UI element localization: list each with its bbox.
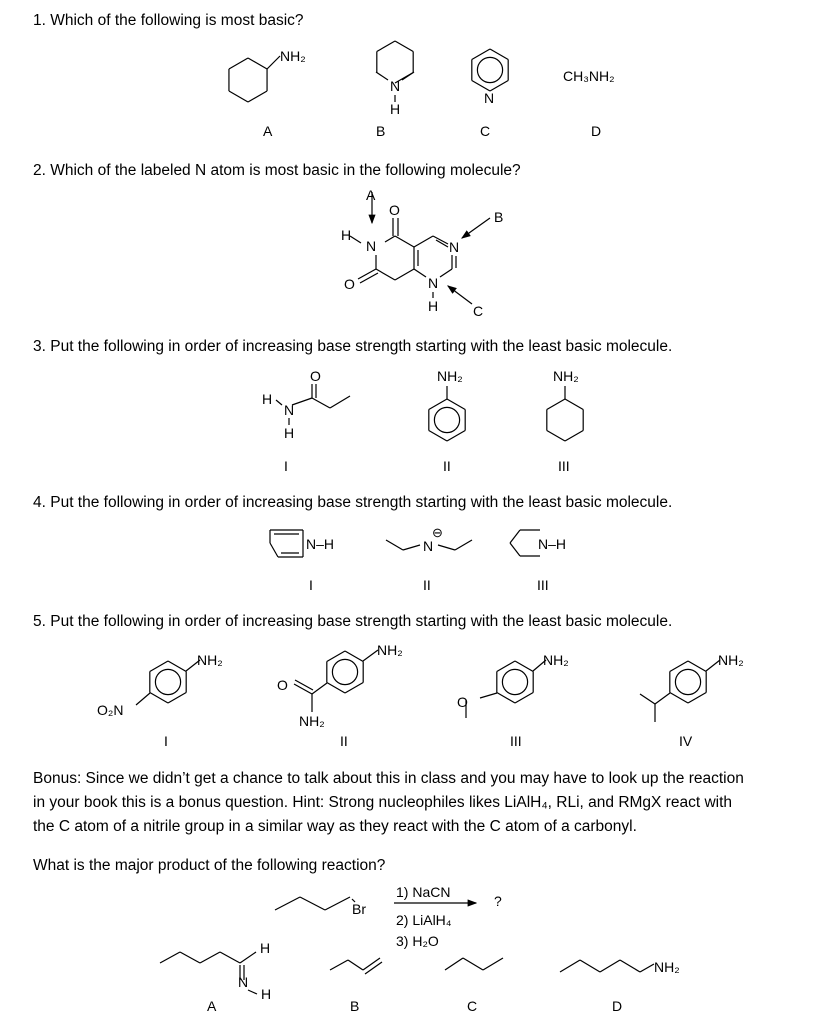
- bond: [640, 694, 655, 704]
- choice-label-c: C: [467, 998, 478, 1014]
- q1-b-h: H: [390, 101, 401, 117]
- q1-label-d: D: [591, 123, 602, 139]
- q3-label-iii: III: [558, 458, 570, 474]
- q2-arrow-label-a: A: [366, 187, 376, 203]
- bond: [547, 431, 565, 442]
- bond: [565, 431, 583, 442]
- q5-label-iii: III: [510, 733, 522, 749]
- question-4: 4. Put the following in order of increasing base strength starting with the least basic molecule.: [33, 494, 673, 511]
- bond: [220, 952, 240, 963]
- bond: [395, 269, 414, 280]
- reactant-br: Br: [352, 901, 366, 917]
- question-1: 1. Which of the following is most basic?: [33, 12, 304, 29]
- q2-arrow-label-c: C: [473, 303, 484, 319]
- bond: [414, 269, 426, 277]
- q1-c-n: N: [484, 90, 495, 106]
- bonus-question: What is the major product of the following reaction?: [33, 857, 386, 874]
- bond: [640, 964, 654, 972]
- q5-ii-o: O: [277, 677, 288, 693]
- bond: [376, 72, 388, 80]
- bond: [510, 530, 520, 543]
- q3-i-h2: H: [284, 425, 295, 441]
- reagent-3: 3) H₂O: [396, 933, 439, 949]
- choice-label-b: B: [350, 998, 360, 1014]
- q2-arrow-label-b: B: [494, 209, 504, 225]
- q3-molecules: [262, 368, 579, 474]
- bond: [229, 58, 248, 69]
- q5-ii-nh2-top: NH₂: [377, 642, 403, 658]
- bond: [363, 958, 380, 970]
- question-2: 2. Which of the labeled N atom is most basic in the following molecule?: [33, 162, 521, 179]
- q3-i-n: N: [284, 402, 295, 418]
- bond: [455, 540, 472, 550]
- q1-d-methylamine: CH₃NH₂: [563, 68, 615, 84]
- bond: [440, 269, 452, 277]
- q4-molecules: [306, 525, 566, 593]
- bond: [330, 396, 350, 408]
- q5-label-iv: IV: [679, 733, 693, 749]
- bond: [365, 962, 382, 974]
- q5-i-o2n: O₂N: [97, 702, 124, 718]
- q2-o-bottom: O: [344, 276, 355, 292]
- bond: [267, 56, 280, 69]
- choice-a-h2: H: [261, 986, 272, 1002]
- bond: [276, 400, 282, 405]
- q3-i-h1: H: [262, 391, 273, 407]
- bond: [463, 958, 483, 970]
- question-3: 3. Put the following in order of increasing base strength starting with the least basic molecule.: [33, 338, 673, 355]
- bonus-line-3: the C atom of a nitrile group in a similar way as they react with the C atom of a carbonyl.: [33, 818, 637, 835]
- bond: [350, 236, 361, 243]
- bond: [395, 41, 413, 52]
- choice-a-n: N: [238, 974, 249, 990]
- q5-iii-nh2: NH₂: [543, 652, 569, 668]
- bond: [248, 91, 267, 102]
- bond: [377, 41, 395, 52]
- bond: [402, 72, 414, 80]
- bond: [483, 958, 503, 970]
- q1-b-n: N: [390, 78, 401, 94]
- bond: [438, 545, 455, 550]
- choice-a-h1: H: [260, 940, 271, 956]
- bond: [403, 545, 420, 550]
- bond: [270, 543, 278, 557]
- q2-h-c: H: [428, 298, 439, 314]
- choice-label-d: D: [612, 998, 623, 1014]
- bond: [360, 273, 378, 283]
- bond: [600, 960, 620, 972]
- bond: [300, 897, 325, 910]
- bond: [385, 236, 395, 242]
- bond: [510, 543, 520, 556]
- bond: [180, 952, 200, 963]
- q2-n-c: N: [428, 275, 439, 291]
- q4-iii-nh: N–H: [538, 536, 567, 552]
- bond: [160, 952, 180, 963]
- reagent-2: 2) LiAlH₄: [396, 912, 452, 928]
- bond: [414, 236, 433, 247]
- bond: [275, 897, 300, 910]
- bond: [312, 683, 327, 694]
- bond: [312, 398, 330, 408]
- bond: [480, 693, 497, 698]
- q2-n-a: N: [366, 238, 377, 254]
- bond: [363, 650, 378, 661]
- bond: [240, 952, 256, 963]
- bond: [292, 398, 312, 405]
- bond: [229, 91, 248, 102]
- aromatic-ring: [434, 407, 459, 432]
- q5-iv-nh2: NH₂: [718, 652, 744, 668]
- question-5: 5. Put the following in order of increasing base strength starting with the least basic molecule.: [33, 613, 673, 630]
- choice-label-a: A: [207, 998, 217, 1014]
- q4-label-i: I: [309, 577, 313, 593]
- bond: [620, 960, 640, 972]
- reagent-1: 1) NaCN: [396, 884, 451, 900]
- q3-label-i: I: [284, 458, 288, 474]
- aromatic-ring: [502, 669, 527, 694]
- q4-ii-n: N: [423, 538, 434, 554]
- bond: [136, 693, 150, 705]
- choice-d-nh2: NH₂: [654, 959, 680, 975]
- q4-label-ii: II: [423, 577, 431, 593]
- arrow: [462, 218, 490, 238]
- q3-ii-nh2: NH₂: [437, 368, 463, 384]
- bond: [376, 269, 395, 280]
- aromatic-ring: [155, 669, 180, 694]
- q1-label-c: C: [480, 123, 491, 139]
- bonus-line-1: Bonus: Since we didn’t get a chance to talk about this in class and you may have to look up the reaction: [33, 770, 744, 787]
- q5-i-nh2: NH₂: [197, 652, 223, 668]
- product-unknown: ?: [494, 893, 502, 909]
- q4-ii-charge: ⊖: [432, 525, 443, 540]
- q5-ii-nh2-amide: NH₂: [299, 713, 325, 729]
- q2-molecule: [341, 187, 503, 319]
- bond: [200, 952, 220, 963]
- bond: [580, 960, 600, 972]
- bond: [294, 684, 312, 694]
- bond: [395, 236, 414, 247]
- q1-label-b: B: [376, 123, 386, 139]
- bond: [547, 399, 565, 410]
- bond: [655, 693, 670, 704]
- bond: [386, 540, 403, 550]
- bond: [248, 990, 257, 994]
- q3-label-ii: II: [443, 458, 451, 474]
- q2-o-top: O: [389, 202, 400, 218]
- bond: [295, 680, 313, 690]
- bond: [445, 958, 463, 970]
- bond: [560, 960, 580, 972]
- q1-molecules: [263, 48, 615, 139]
- q5-molecules: [97, 642, 744, 749]
- bond: [325, 897, 350, 910]
- bond: [330, 960, 348, 970]
- bond: [358, 269, 376, 279]
- q3-iii-nh2: NH₂: [553, 368, 579, 384]
- q4-label-iii: III: [537, 577, 549, 593]
- q5-label-ii: II: [340, 733, 348, 749]
- bond: [248, 58, 267, 69]
- bond: [565, 399, 583, 410]
- aromatic-ring: [477, 57, 502, 82]
- q2-h-a: H: [341, 227, 352, 243]
- q1-a-nh2: NH₂: [280, 48, 306, 64]
- q5-label-i: I: [164, 733, 168, 749]
- aromatic-ring: [332, 659, 357, 684]
- q4-i-nh: N–H: [306, 536, 335, 552]
- q1-label-a: A: [263, 123, 273, 139]
- q3-i-o: O: [310, 368, 321, 384]
- arrow: [448, 286, 472, 304]
- q2-n-b: N: [449, 239, 460, 255]
- bond: [348, 960, 363, 970]
- aromatic-ring: [675, 669, 700, 694]
- bonus-line-2: in your book this is a bonus question. Hint: Strong nucleophiles likes LiAlH₄, RLi, and RMgX react with: [33, 794, 733, 811]
- q5-iii-o: O: [457, 694, 468, 710]
